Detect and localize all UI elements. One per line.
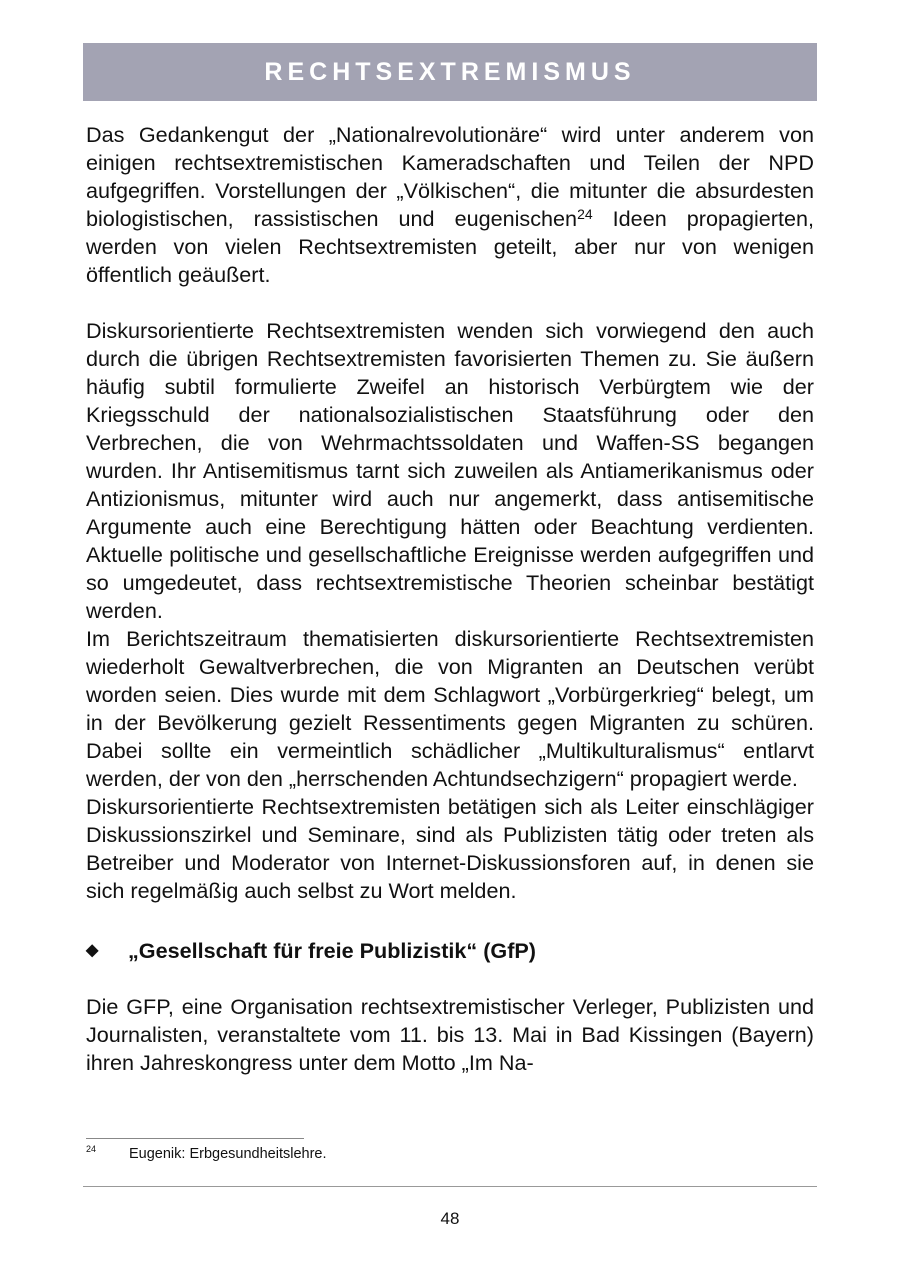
header-bar xyxy=(83,43,817,101)
footnote-divider xyxy=(86,1138,304,1139)
paragraph-3: Im Berichtszeitraum thematisierten diskursorientierte Rechtsextremisten wiederholt Gewaltverbrechen, die von Migranten an Deutschen verübt worden seien. Dies wurde mit dem Schlagwort „Vorbürgerkrieg“ belegt, um in der Bevölkerung gezielt Ressentiments gegen Migranten zu schüren. Dabei sollte ein vermeintlich schädlicher „Multikulturalismus“ entlarvt werden, der von den „herrschenden Achtundsechzigern“ propagiert werde. xyxy=(86,626,814,791)
document-body xyxy=(86,121,814,1077)
paragraph-1-text-a: Das Gedankengut der „Nationalrevolutionäre“ wird unter anderem von einigen rechtsextremistischen Kameradschaften und Teilen der NPD aufgegriffen. Vorstellungen der „Völkischen“, die mitunter die absurdesten biologistischen, rassistischen und eugenischen xyxy=(86,122,814,231)
paragraph-2: Diskursorientierte Rechtsextremisten wenden sich vorwiegend den auch durch die übrigen Rechtsextremisten favorisierten Themen zu. Sie äußern häufig subtil formulierte Zweifel an historisch Verbürgtem wie der Kriegsschuld der nationalsozialistischen Staatsführung oder den Verbrechen, die von Wehrmachtssoldaten und Waffen-SS begangen wurden. Ihr Antisemitismus tarnt sich zuweilen als Antiamerikanismus oder Antizionismus, mitunter wird auch nur angemerkt, dass antisemitische Argumente auch eine Berechtigung hätten oder Beachtung verdienten. Aktuelle politische und gesellschaftliche Ereignisse werden aufgegriffen und so umgedeutet, dass rechtsextremistische Theorien scheinbar bestätigt werden. xyxy=(86,318,814,623)
paragraph-1-text-b: Ideen propagierten, werden von vielen Rechtsextremisten geteilt, aber nur von wenigen öffentlich geäußert. xyxy=(86,206,814,287)
page-title: RECHTSEXTREMISMUS xyxy=(264,57,636,86)
section-heading xyxy=(86,937,814,965)
footnote-reference[interactable]: 24 xyxy=(577,205,593,222)
page-number: 48 xyxy=(440,1209,460,1228)
paragraph-5: Die GFP, eine Organisation rechtsextremistischer Verleger, Publizisten und Journalisten, veranstaltete vom 11. bis 13. Mai in Bad Kissingen (Bayern) ihren Jahreskongress unter dem Motto „Im Na- xyxy=(86,994,814,1075)
paragraph-4: Diskursorientierte Rechtsextremisten betätigen sich als Leiter einschlägiger Diskussionszirkel und Seminare, sind als Publizisten tätig oder treten als Betreiber und Moderator von Internet-Diskussionsforen auf, in denen sie sich regelmäßig auch selbst zu Wort melden. xyxy=(86,794,814,903)
paragraph-1 xyxy=(86,121,814,289)
footnote xyxy=(86,1146,327,1162)
diamond-bullet-icon: ◆ xyxy=(86,942,99,959)
footer-divider xyxy=(83,1186,817,1187)
footnote-number: 24 xyxy=(86,1144,97,1154)
footnote-text: Eugenik: Erbgesundheitslehre. xyxy=(129,1146,327,1162)
section-title: „Gesellschaft für freie Publizistik“ (GfP) xyxy=(128,938,536,963)
